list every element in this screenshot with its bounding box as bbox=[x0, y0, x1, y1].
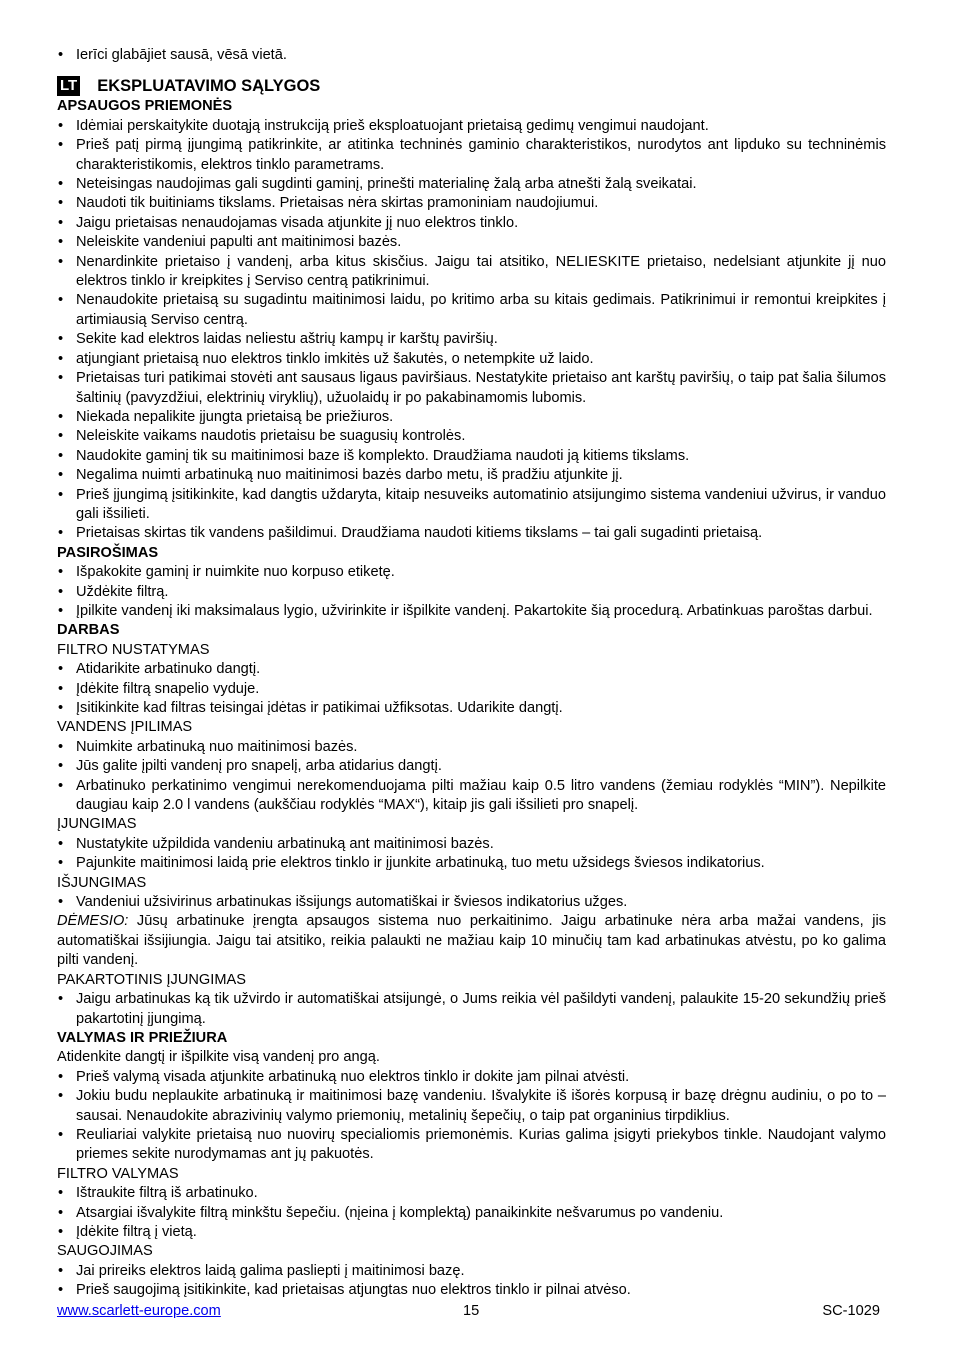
subheading-repeat-on: PAKARTOTINIS ĮJUNGIMAS bbox=[57, 971, 246, 988]
bullet-text: Reuliariai valykite prietaisą nuo nuovirų specialiomis priemonėmis. Kurias galima įsigyti priekybos tinkle. Naudojant valymo priemes sekite nurodymamas ant jų pakuotės. bbox=[76, 1126, 886, 1163]
bullet-text: Įdėkite filtrą į vietą. bbox=[76, 1223, 197, 1240]
bullet-text: Uždėkite filtrą. bbox=[76, 583, 169, 600]
safety-list bbox=[57, 117, 886, 544]
heading-operation: DARBAS bbox=[57, 622, 120, 639]
list-item bbox=[57, 194, 886, 213]
heading-safety: APSAUGOS PRIEMONĖS bbox=[57, 98, 233, 115]
bullet-icon: • bbox=[58, 1262, 64, 1279]
bullet-icon: • bbox=[58, 486, 64, 503]
bullet-text: Neleiskite vaikams naudotis prietaisu be suagusių kontrolės. bbox=[76, 428, 466, 445]
subheading-storage: SAUGOJIMAS bbox=[57, 1243, 153, 1260]
bullet-text: Ištraukite filtrą iš arbatinuko. bbox=[76, 1185, 258, 1202]
bullet-icon: • bbox=[58, 1282, 64, 1299]
bullet-text: Pajunkite maitinimosi laidą prie elektros tinklo ir įjunkite arbatinuką, tuo metu užsidegs šviesos indikatorius. bbox=[76, 855, 765, 872]
cleaning-list bbox=[57, 1068, 886, 1165]
bullet-icon: • bbox=[58, 195, 64, 212]
list-item bbox=[57, 854, 886, 873]
heading-cleaning: VALYMAS IR PRIEŽIURA bbox=[57, 1029, 228, 1046]
list-item bbox=[57, 990, 886, 1029]
bullet-icon: • bbox=[58, 408, 64, 425]
bullet-icon: • bbox=[58, 894, 64, 911]
list-item bbox=[57, 1126, 886, 1165]
list-item bbox=[57, 680, 886, 699]
bullet-icon: • bbox=[58, 1204, 64, 1221]
bullet-icon: • bbox=[58, 292, 64, 309]
bullet-icon: • bbox=[58, 467, 64, 484]
list-item bbox=[57, 466, 886, 485]
bullet-text: Ierīci glabājiet sausā, vēsā vietā. bbox=[76, 47, 287, 63]
list-item bbox=[57, 583, 886, 602]
bullet-icon: • bbox=[58, 855, 64, 872]
bullet-icon: • bbox=[58, 700, 64, 716]
bullet-text: Nenaudokite prietaisą su sugadintu maitinimosi laidu, po kritimo arba su kitais gedimais. Patikrinimui ir remontui kreipkites į artimiausią Serviso centrą. bbox=[76, 292, 886, 328]
list-item bbox=[57, 893, 886, 912]
bullet-icon: • bbox=[58, 1088, 64, 1105]
bullet-icon: • bbox=[58, 602, 64, 619]
bullet-icon: • bbox=[58, 176, 64, 193]
list-item bbox=[57, 486, 886, 525]
filter-setup-list bbox=[57, 660, 886, 718]
subheading-water-filling: VANDENS ĮPILIMAS bbox=[57, 719, 193, 736]
list-item bbox=[57, 233, 886, 252]
list-item bbox=[57, 777, 886, 816]
repeat-on-list bbox=[57, 990, 886, 1029]
subheading-switch-off: IŠJUNGIMAS bbox=[57, 874, 147, 891]
bullet-icon: • bbox=[58, 525, 64, 542]
bullet-text: Nuimkite arbatinuką nuo maitinimosi bazės. bbox=[76, 738, 358, 755]
list-item bbox=[57, 835, 886, 854]
bullet-text: atjungiant prietaisą nuo elektros tinklo imkitės už šakutės, o netempkite už laido. bbox=[76, 350, 594, 367]
switch-off-list bbox=[57, 893, 886, 912]
bullet-text: Išpakokite gaminį ir nuimkite nuo korpuso etiketę. bbox=[76, 564, 395, 581]
bullet-text: Neteisingas naudojimas gali sugdinti gaminį, prinešti materialinę žalą arba atnešti žalą sveikatai. bbox=[76, 176, 697, 193]
bullet-text: Jūs galite įpilti vandenį pro snapelį, arba atidarius dangtį. bbox=[76, 758, 442, 775]
bullet-text: Jaigu arbatinukas ką tik užvirdo ir automatiškai atsijungė, o Jums reikia vėl pašildyti vandenį, palaukite 15-20 sekundžių prieš pakartotinį įjungimą. bbox=[76, 991, 886, 1027]
bullet-text: Prieš saugojimą įsitikinkite, kad prietaisas atjungtas nuo elektros tinklo ir pilnai atvėso. bbox=[76, 1282, 631, 1299]
bullet-icon: • bbox=[58, 661, 64, 678]
bullet-icon: • bbox=[58, 331, 64, 348]
switch-on-list bbox=[57, 835, 886, 874]
bullet-text: Prieš įjungimą įsitikinkite, kad dangtis uždaryta, kitaip nesuveiks automatinio atsijungimo sistema vandeniui užvirus, ir vanduo gali išsilieti. bbox=[76, 486, 886, 522]
bullet-icon: • bbox=[58, 1068, 64, 1085]
list-item bbox=[57, 369, 886, 408]
list-item bbox=[57, 1087, 886, 1126]
page-footer bbox=[57, 1303, 886, 1323]
list-item bbox=[57, 757, 886, 776]
list-item bbox=[57, 447, 886, 466]
water-filling-list bbox=[57, 738, 886, 816]
bullet-icon: • bbox=[58, 583, 64, 600]
bullet-text: Negalima nuimti arbatinuką nuo maitinimosi bazės darbo metu, iš pradžiu atjunkite jį. bbox=[76, 467, 623, 484]
list-item bbox=[57, 563, 886, 582]
bullet-text: Atsargiai išvalykite filtrą minkštu šepečiu. (nįeina į komplektą) panaikinkite nešvarumus po vandeniu. bbox=[76, 1204, 724, 1221]
attention-text: Jūsų arbatinuke įrengta apsaugos sistema nuo perkaitinimo. Jaigu arbatinuke nėra arba mažai vandens, jis automatiškai išsijiungia. Jaigu tai atsitiko, reikia palaukti ne mažiau kaip 10 minučių tam kad arbatinukas atvėstu, po ko galima pilti vandenį. bbox=[57, 913, 886, 969]
list-item bbox=[57, 660, 886, 679]
bullet-text: Atidarikite arbatinuko dangtį. bbox=[76, 661, 261, 678]
bullet-text: Idėmiai perskaitykite duotąją instrukciją prieš eksploatuojant prietaisą gedimų vengimui naudojant. bbox=[76, 117, 709, 134]
list-item bbox=[57, 291, 886, 330]
page-content bbox=[57, 46, 886, 1301]
list-item bbox=[57, 1068, 886, 1087]
bullet-icon: • bbox=[58, 1223, 64, 1240]
bullet-icon: • bbox=[58, 777, 64, 794]
bullet-text: Jokiu budu neplaukite arbatinuką ir maitinimosi bazę vandeniu. Išvalykite iš išorės korpusą ir bazę drėgnu audiniu, o po to – sausai. Nenaudokite abrazivinių valymo priemonių, metalinių šepečių, o taip pat organinius tirpdiklius. bbox=[76, 1088, 886, 1124]
bullet-icon: • bbox=[58, 253, 64, 270]
list-item bbox=[57, 175, 886, 194]
list-item bbox=[57, 602, 886, 621]
list-item bbox=[57, 524, 886, 543]
list-item bbox=[57, 1281, 886, 1300]
list-item bbox=[57, 427, 886, 446]
subheading-filter-setup: FILTRO NUSTATYMAS bbox=[57, 641, 210, 658]
list-item bbox=[57, 330, 886, 349]
bullet-text: Vandeniui užsivirinus arbatinukas išsijungs automatiškai ir šviesos indikatorius užges. bbox=[76, 894, 628, 911]
list-item bbox=[57, 738, 886, 757]
bullet-icon: • bbox=[58, 350, 64, 367]
bullet-text: Prieš patį pirmą įjungimą patikrinkite, ar atitinka techninės gaminio charakteristikos, nurodytos ant lipduko su techninėmis charakteristikomis, elektros tinklo parametrams. bbox=[76, 137, 886, 173]
attention-paragraph bbox=[57, 912, 886, 970]
list-item bbox=[57, 1262, 886, 1281]
section-title: EKSPLUATAVIMO SĄLYGOS bbox=[97, 76, 321, 95]
bullet-text: Naudoti tik buitiniams tikslams. Prietaisas nėra skirtas pramoniniam naudojiumui. bbox=[76, 195, 599, 212]
bullet-icon: • bbox=[58, 428, 64, 445]
bullet-text: Arbatinuko perkatinimo vengimui nerekomenduojama pilti mažiau kaip 0.5 litro vandens (žemiau rodyklės “MIN”). Nepilkite daugiau kaip 2.0 l vandens (aukščiau rodyklės “MAX“), kitaip jis gali išsilieti pro snapelį. bbox=[76, 777, 886, 814]
bullet-icon: • bbox=[58, 1185, 64, 1202]
model-number: SC-1029 bbox=[822, 1303, 880, 1319]
preparation-list bbox=[57, 563, 886, 621]
bullet-icon: • bbox=[58, 447, 64, 464]
bullet-text: Niekada nepalikite įjungta prietaisą be priežiuros. bbox=[76, 408, 394, 425]
bullet-icon: • bbox=[58, 758, 64, 775]
list-item bbox=[57, 136, 886, 175]
bullet-text: Nustatykite užpildida vandeniu arbatinuką ant maitinimosi bazės. bbox=[76, 835, 494, 852]
bullet-icon: • bbox=[58, 117, 64, 134]
list-item bbox=[57, 408, 886, 427]
bullet-text: Įsitikinkite kad filtras teisingai įdėtas ir patikimai užfiksotas. Udarikite dangtį. bbox=[76, 700, 563, 716]
subheading-switch-on: ĮJUNGIMAS bbox=[57, 816, 137, 833]
bullet-text: Įpilkite vandenį iki maksimalaus lygio, užvirinkite ir išpilkite vandenį. Pakartokite šią procedurą. Arbatinkuas paroštas darbui. bbox=[76, 602, 873, 619]
bullet-icon: • bbox=[58, 234, 64, 251]
bullet-text: Prietaisas turi patikimai stovėti ant sausaus ligaus paviršiaus. Nestatykite prietaiso ant karštų paviršių, o taip pat šalia šilumos šaltinių (pavyzdžiui, elektrinių viryklių), užuolaidų ir po pakabinamomis lubomis. bbox=[76, 370, 886, 406]
bullet-text: Sekite kad elektros laidas neliestu aštrių kampų ir karštų paviršių. bbox=[76, 331, 498, 348]
bullet-icon: • bbox=[58, 835, 64, 852]
bullet-text: Neleiskite vandeniui papulti ant maitinimosi bazės. bbox=[76, 234, 402, 251]
bullet-text: Jaigu prietaisas nenaudojamas visada atjunkite jį nuo elektros tinklo. bbox=[76, 214, 519, 231]
list-item bbox=[57, 699, 886, 718]
bullet-icon: • bbox=[58, 738, 64, 755]
list-item bbox=[57, 1204, 886, 1223]
bullet-icon: • bbox=[58, 680, 64, 697]
cleaning-intro: Atidenkite dangtį ir išpilkite visą vandenį pro angą. bbox=[57, 1049, 380, 1066]
bullet-icon: • bbox=[58, 47, 64, 63]
list-item bbox=[57, 253, 886, 292]
heading-preparation: PASIROŠIMAS bbox=[57, 544, 159, 561]
list-item bbox=[57, 117, 886, 136]
attention-label: DĖMESIO: bbox=[57, 913, 129, 930]
filter-cleaning-list bbox=[57, 1184, 886, 1242]
bullet-icon: • bbox=[58, 370, 64, 387]
list-item bbox=[57, 1223, 886, 1242]
list-item bbox=[57, 350, 886, 369]
bullet-icon: • bbox=[58, 214, 64, 231]
bullet-icon: • bbox=[58, 991, 64, 1008]
bullet-text: Prietaisas skirtas tik vandens pašildimui. Draudžiama naudoti kitiems tikslams – tai gali sugadinti prietaisą. bbox=[76, 525, 763, 542]
bullet-text: Nenardinkite prietaiso į vandenį, arba kitus skisčius. Jaigu tai atsitiko, NELIESKITE prietaiso, nedelsiant atjunkite jį nuo elektros tinklo ir kreipkites į Serviso centrą patikrinimui. bbox=[76, 253, 886, 290]
website-link[interactable]: www.scarlett-europe.com bbox=[57, 1303, 221, 1319]
bullet-icon: • bbox=[58, 137, 64, 154]
bullet-text: Įdėkite filtrą snapelio vyduje. bbox=[76, 680, 260, 697]
section-header bbox=[57, 76, 886, 96]
subheading-filter-cleaning: FILTRO VALYMAS bbox=[57, 1165, 179, 1182]
bullet-icon: • bbox=[58, 1126, 64, 1143]
page-number: 15 bbox=[463, 1303, 480, 1319]
bullet-text: Prieš valymą visada atjunkite arbatinuką nuo elektros tinklo ir dokite jam pilnai atvėsti. bbox=[76, 1068, 630, 1085]
bullet-icon: • bbox=[58, 564, 64, 581]
list-item bbox=[57, 46, 886, 65]
list-item bbox=[57, 1184, 886, 1203]
bullet-text: Jai prireiks elektros laidą galima pasliepti į maitinimosi bazę. bbox=[76, 1262, 465, 1279]
storage-list bbox=[57, 1262, 886, 1301]
language-tag: LT bbox=[57, 76, 80, 96]
list-item bbox=[57, 214, 886, 233]
bullet-text: Naudokite gaminį tik su maitinimosi baze iš komplekto. Draudžiama naudoti ją kitiems tikslams. bbox=[76, 447, 690, 464]
